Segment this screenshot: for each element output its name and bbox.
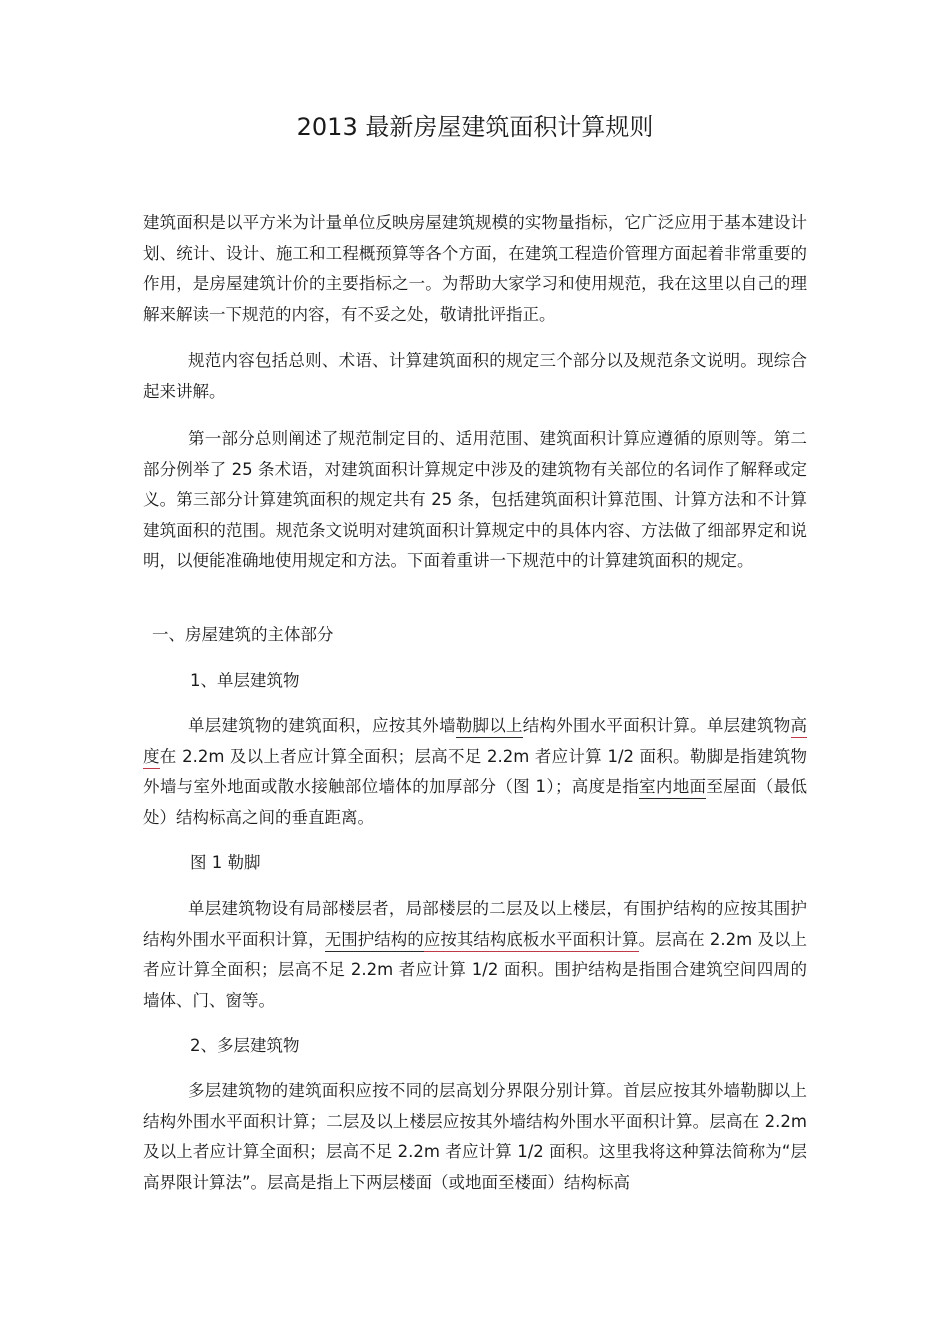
- overview-paragraph: 规范内容包括总则、术语、计算建筑面积的规定三个部分以及规范条文说明。现综合起来讲解。: [143, 351, 807, 401]
- document-title: 2013 最新房屋建筑面积计算规则: [296, 113, 654, 141]
- text-run: 单层建筑物的建筑面积，应按其外墙: [188, 716, 456, 735]
- figure-caption: 图 1 勒脚: [190, 853, 261, 872]
- partial-floor-paragraph: [143, 894, 807, 1016]
- text-run: 单层建筑物设有局部楼层者，局部楼层的二层及以上楼层，有围护结构的应按其围护结构外围水平面积计算，: [143, 899, 807, 949]
- underlined-text: 无围护结构的: [325, 930, 424, 952]
- section-heading-main: 一、房屋建筑的主体部分: [152, 625, 334, 644]
- underlined-text: 室内地面: [639, 777, 706, 799]
- subheading-single-storey: 1、单层建筑物: [190, 671, 300, 690]
- text-run: 。层高在 2.2m 及以上者应计算全面积；层高不足 2.2m 者应计算 1/2 面积。围护结构是指围合建筑空间四周的墙体、门、窗等。: [143, 929, 808, 1010]
- text-run: 结构外围水平面积计算。单层建筑物: [522, 716, 791, 735]
- text-run: 在 2.2m 及以上者应计算全面积；层高不足 2.2m 者应计算 1/2 面积。勒脚是指建筑物外墙与室外地面或散水接触部位墙体的加厚部分（图 1）；高度是指: [143, 746, 808, 796]
- intro-paragraph: 建筑面积是以平方米为计量单位反映房屋建筑规模的实物量指标，它广泛应用于基本建设计划、统计、设计、施工和工程概预算等各个方面，在建筑工程造价管理方面起着非常重要的作用，是房屋建筑计价的主要指标之一。为帮助大家学习和使用规范，我在这里以自己的理解来解读一下规范的内容，有不妥之处，敬请批评指正。: [143, 213, 807, 324]
- subheading-multi-storey: 2、多层建筑物: [190, 1036, 300, 1055]
- multi-storey-paragraph: 多层建筑物的建筑面积应按不同的层高划分界限分别计算。首层应按其外墙勒脚以上结构外围水平面积计算；二层及以上楼层应按其外墙结构外围水平面积计算。层高在 2.2m 及以上者应计算全面积；层高不足 2.2m 者应计算 1/2 面积。这里我将这种算法简称为“层高界限计算法”。层高是指上下两层楼面（或地面至楼面）结构标高: [143, 1081, 807, 1192]
- underlined-text: 高度: [143, 716, 807, 769]
- single-storey-paragraph: [143, 711, 807, 833]
- underlined-text: 应按其结构底板水平面积计算: [424, 930, 639, 952]
- parts-paragraph: 第一部分总则阐述了规范制定目的、适用范围、建筑面积计算应遵循的原则等。第二部分例举了 25 条术语，对建筑面积计算规定中涉及的建筑物有关部位的名词作了解释或定义。第三部分计算建筑面积的规定共有 25 条，包括建筑面积计算范围、计算方法和不计算建筑面积的范围。规范条文说明对建筑面积计算规定中的具体内容、方法做了细部界定和说明，以便能准确地使用规定和方法。下面着重讲一下规范中的计算建筑面积的规定。: [143, 429, 807, 570]
- text-run: 至屋面（最低处）结构标高之间的垂直距离。: [143, 777, 808, 827]
- underlined-text: 勒脚以上: [456, 716, 523, 738]
